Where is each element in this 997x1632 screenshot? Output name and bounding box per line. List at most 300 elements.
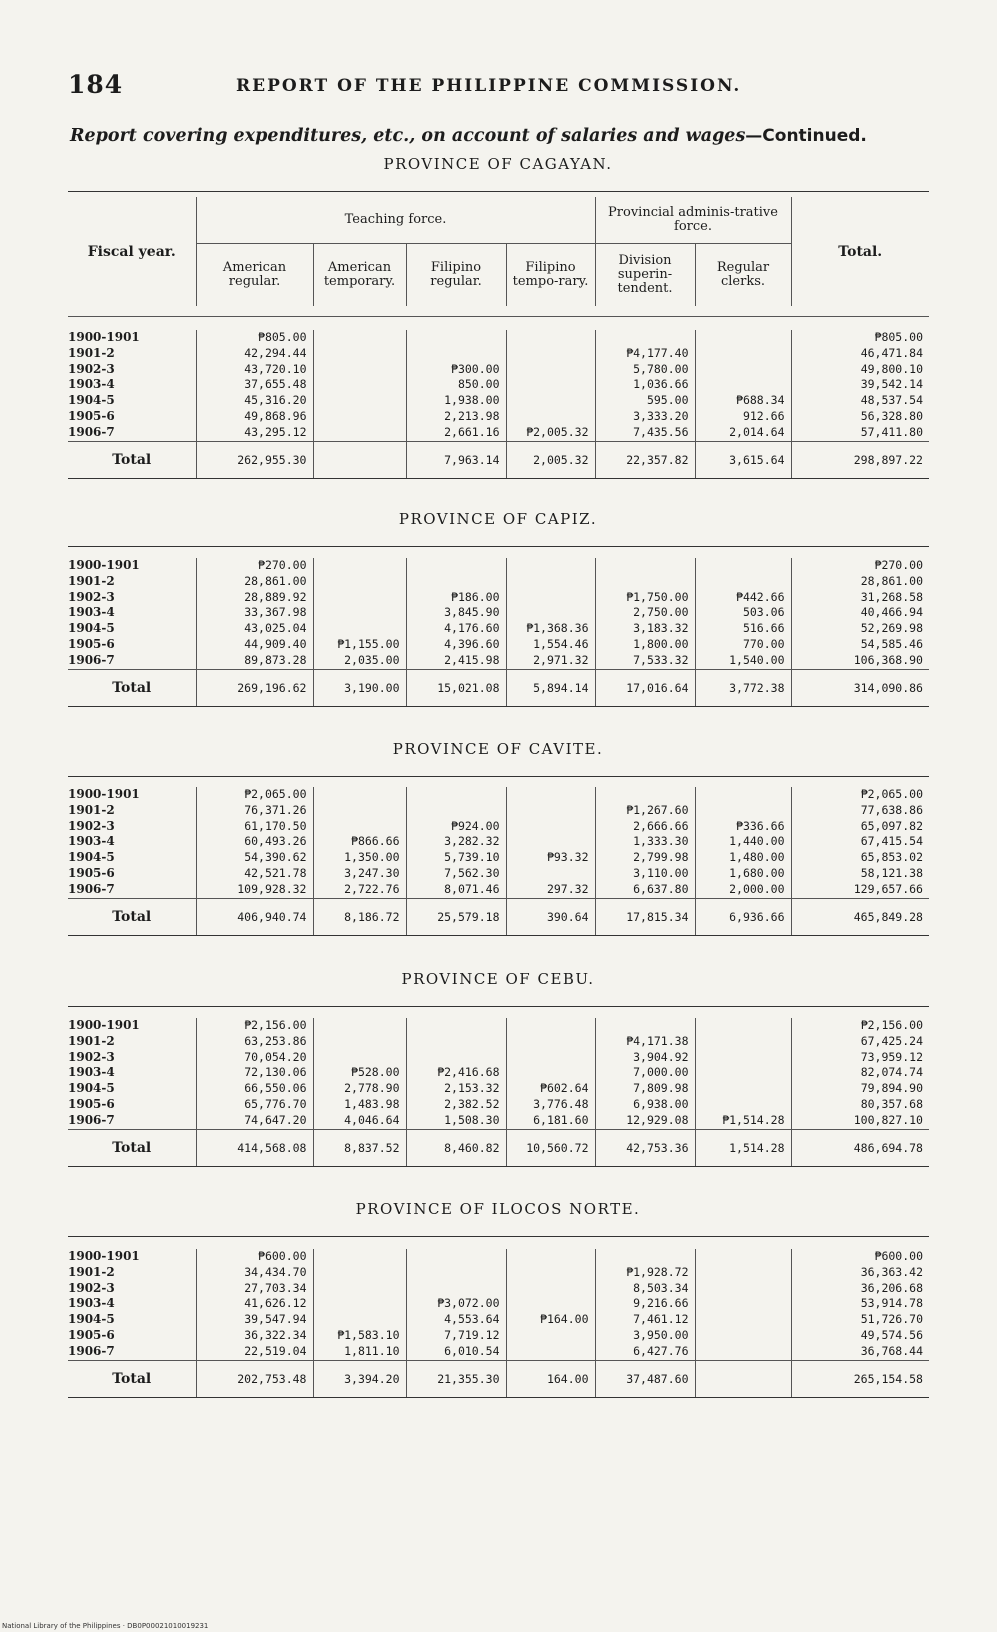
table-row <box>68 1034 929 1050</box>
value-cell <box>695 330 791 346</box>
total-row <box>68 669 929 706</box>
value-cell: 36,322.34 <box>196 1328 313 1344</box>
table-row <box>68 637 929 653</box>
value-cell: 8,503.34 <box>595 1281 695 1297</box>
value-cell <box>313 377 406 393</box>
value-cell: 1,680.00 <box>695 866 791 882</box>
fiscal-year-cell: 1903-4 <box>68 1065 115 1080</box>
value-cell <box>695 558 791 574</box>
fiscal-year-cell: 1905-6 <box>68 636 115 651</box>
table-row <box>68 1281 929 1297</box>
value-cell <box>595 558 695 574</box>
value-cell <box>695 574 791 590</box>
value-cell: 2,750.00 <box>595 605 695 621</box>
value-cell <box>406 1050 506 1066</box>
value-cell: 2,382.52 <box>406 1097 506 1113</box>
value-cell: ₱805.00 <box>791 330 929 346</box>
value-cell: 82,074.74 <box>791 1065 929 1081</box>
value-cell: ₱2,005.32 <box>506 425 595 441</box>
value-cell: 2,014.64 <box>695 425 791 441</box>
total-label: Total <box>68 898 196 935</box>
total-cell: 7,963.14 <box>406 441 506 478</box>
value-cell: 73,959.12 <box>791 1050 929 1066</box>
total-cell: 3,394.20 <box>313 1360 406 1397</box>
col-division-superintendent: Division superin-tendent. <box>595 244 695 307</box>
total-cell: 8,186.72 <box>313 898 406 935</box>
value-cell: ₱186.00 <box>406 590 506 606</box>
value-cell <box>506 377 595 393</box>
value-cell: 1,508.30 <box>406 1113 506 1129</box>
value-cell: 61,170.50 <box>196 819 313 835</box>
value-cell: 48,537.54 <box>791 393 929 409</box>
fiscal-year-cell: 1903-4 <box>68 605 115 620</box>
value-cell: ₱300.00 <box>406 362 506 378</box>
value-cell: 2,971.32 <box>506 653 595 669</box>
value-cell <box>313 1296 406 1312</box>
col-american-temporary: American temporary. <box>313 244 406 307</box>
table-row <box>68 605 929 621</box>
value-cell: ₱1,155.00 <box>313 637 406 653</box>
table-row <box>68 1113 929 1129</box>
value-cell <box>313 362 406 378</box>
total-cell: 5,894.14 <box>506 669 595 706</box>
value-cell: 3,904.92 <box>595 1050 695 1066</box>
value-cell <box>506 1265 595 1281</box>
value-cell <box>506 1296 595 1312</box>
value-cell: 56,328.80 <box>791 409 929 425</box>
value-cell: ₱1,583.10 <box>313 1328 406 1344</box>
value-cell <box>506 362 595 378</box>
value-cell <box>595 787 695 803</box>
value-cell: 7,533.32 <box>595 653 695 669</box>
value-cell: 3,282.32 <box>406 834 506 850</box>
total-cell: 269,196.62 <box>196 669 313 706</box>
value-cell: 77,638.86 <box>791 803 929 819</box>
value-cell: 41,626.12 <box>196 1296 313 1312</box>
value-cell <box>313 1281 406 1297</box>
value-cell <box>406 574 506 590</box>
value-cell: ₱1,750.00 <box>595 590 695 606</box>
total-label: Total <box>68 1129 196 1166</box>
value-cell: ₱1,267.60 <box>595 803 695 819</box>
value-cell: ₱600.00 <box>791 1249 929 1265</box>
value-cell: ₱600.00 <box>196 1249 313 1265</box>
value-cell <box>506 866 595 882</box>
value-cell <box>406 1249 506 1265</box>
table-row <box>68 787 929 803</box>
value-cell: ₱1,514.28 <box>695 1113 791 1129</box>
value-cell: ₱2,065.00 <box>791 787 929 803</box>
value-cell: ₱602.64 <box>506 1081 595 1097</box>
value-cell: 80,357.68 <box>791 1097 929 1113</box>
value-cell <box>313 787 406 803</box>
value-cell: 7,000.00 <box>595 1065 695 1081</box>
value-cell: ₱2,156.00 <box>791 1018 929 1034</box>
total-label: Total <box>68 669 196 706</box>
fiscal-year-cell: 1900-1901 <box>68 558 140 572</box>
value-cell: ₱2,065.00 <box>196 787 313 803</box>
table-row <box>68 1050 929 1066</box>
fiscal-year-cell: 1902-3 <box>68 818 115 833</box>
value-cell <box>695 1249 791 1265</box>
value-cell <box>595 1249 695 1265</box>
total-cell: 314,090.86 <box>791 669 929 706</box>
total-cell: 17,815.34 <box>595 898 695 935</box>
value-cell: 2,666.66 <box>595 819 695 835</box>
value-cell <box>406 1281 506 1297</box>
value-cell <box>695 1296 791 1312</box>
value-cell <box>406 346 506 362</box>
table-row <box>68 330 929 346</box>
fiscal-year-cell: 1904-5 <box>68 850 115 865</box>
value-cell <box>313 574 406 590</box>
value-cell: 89,873.28 <box>196 653 313 669</box>
total-cell: 25,579.18 <box>406 898 506 935</box>
value-cell: 31,268.58 <box>791 590 929 606</box>
table-row <box>68 1296 929 1312</box>
value-cell: 43,295.12 <box>196 425 313 441</box>
total-label: Total <box>68 441 196 478</box>
value-cell <box>695 1065 791 1081</box>
value-cell: 1,350.00 <box>313 850 406 866</box>
value-cell: 100,827.10 <box>791 1113 929 1129</box>
value-cell: ₱3,072.00 <box>406 1296 506 1312</box>
value-cell: 79,894.90 <box>791 1081 929 1097</box>
value-cell: 2,661.16 <box>406 425 506 441</box>
value-cell <box>506 330 595 346</box>
page-number: 184 <box>68 70 124 99</box>
fiscal-year-cell: 1906-7 <box>68 1343 115 1358</box>
total-row <box>68 441 929 478</box>
province-table <box>68 1018 929 1166</box>
total-cell: 298,897.22 <box>791 441 929 478</box>
province-table <box>68 330 929 478</box>
table-row <box>68 393 929 409</box>
value-cell: 3,333.20 <box>595 409 695 425</box>
value-cell: 297.32 <box>506 882 595 898</box>
total-cell: 15,021.08 <box>406 669 506 706</box>
value-cell: 67,425.24 <box>791 1034 929 1050</box>
value-cell: 42,294.44 <box>196 346 313 362</box>
value-cell: 3,950.00 <box>595 1328 695 1344</box>
table-row <box>68 621 929 637</box>
total-cell: 22,357.82 <box>595 441 695 478</box>
value-cell: 770.00 <box>695 637 791 653</box>
value-cell: 7,461.12 <box>595 1312 695 1328</box>
province-table <box>68 1249 929 1397</box>
value-cell: 12,929.08 <box>595 1113 695 1129</box>
value-cell <box>695 377 791 393</box>
fiscal-year-cell: 1901-2 <box>68 1033 115 1048</box>
value-cell: 1,483.98 <box>313 1097 406 1113</box>
value-cell: 7,562.30 <box>406 866 506 882</box>
value-cell <box>695 1097 791 1113</box>
value-cell: 1,540.00 <box>695 653 791 669</box>
table-row <box>68 1265 929 1281</box>
value-cell <box>406 558 506 574</box>
value-cell <box>695 1265 791 1281</box>
value-cell <box>695 1050 791 1066</box>
value-cell <box>406 330 506 346</box>
value-cell: 36,768.44 <box>791 1344 929 1360</box>
value-cell <box>506 346 595 362</box>
fiscal-year-cell: 1904-5 <box>68 621 115 636</box>
fiscal-year-cell: 1900-1901 <box>68 1249 140 1263</box>
value-cell: 63,253.86 <box>196 1034 313 1050</box>
value-cell: 43,025.04 <box>196 621 313 637</box>
value-cell: 4,176.60 <box>406 621 506 637</box>
value-cell: 2,778.90 <box>313 1081 406 1097</box>
table-row <box>68 346 929 362</box>
value-cell: 3,247.30 <box>313 866 406 882</box>
value-cell <box>695 1081 791 1097</box>
value-cell: 2,799.98 <box>595 850 695 866</box>
value-cell: 2,153.32 <box>406 1081 506 1097</box>
value-cell: ₱924.00 <box>406 819 506 835</box>
value-cell <box>313 425 406 441</box>
value-cell <box>406 803 506 819</box>
value-cell: 76,371.26 <box>196 803 313 819</box>
total-cell <box>695 1360 791 1397</box>
table-top-rule <box>68 191 929 192</box>
table-row <box>68 882 929 898</box>
value-cell: 39,547.94 <box>196 1312 313 1328</box>
value-cell: 65,776.70 <box>196 1097 313 1113</box>
fiscal-year-cell: 1906-7 <box>68 881 115 896</box>
col-american-regular: American regular. <box>196 244 313 307</box>
value-cell <box>406 1034 506 1050</box>
value-cell: ₱270.00 <box>791 558 929 574</box>
value-cell <box>506 819 595 835</box>
value-cell: 1,938.00 <box>406 393 506 409</box>
fiscal-year-cell: 1900-1901 <box>68 1018 140 1032</box>
total-cell: 265,154.58 <box>791 1360 929 1397</box>
header-bottom-rule <box>68 316 929 317</box>
value-cell: ₱866.66 <box>313 834 406 850</box>
total-row <box>68 898 929 935</box>
total-cell: 37,487.60 <box>595 1360 695 1397</box>
table-row <box>68 1344 929 1360</box>
total-cell: 42,753.36 <box>595 1129 695 1166</box>
fiscal-year-cell: 1901-2 <box>68 1264 115 1279</box>
value-cell: 1,800.00 <box>595 637 695 653</box>
caption-continued: —Continued. <box>745 126 867 146</box>
value-cell: 9,216.66 <box>595 1296 695 1312</box>
value-cell: 6,010.54 <box>406 1344 506 1360</box>
value-cell: 33,367.98 <box>196 605 313 621</box>
value-cell: 72,130.06 <box>196 1065 313 1081</box>
fiscal-year-cell: 1903-4 <box>68 834 115 849</box>
table-top-rule <box>68 546 929 547</box>
total-cell: 262,955.30 <box>196 441 313 478</box>
value-cell: 67,415.54 <box>791 834 929 850</box>
value-cell <box>695 1312 791 1328</box>
province-title: PROVINCE OF CAGAYAN. <box>383 155 613 173</box>
value-cell <box>506 1065 595 1081</box>
table-bottom-rule <box>68 478 929 479</box>
value-cell <box>313 819 406 835</box>
value-cell: 53,914.78 <box>791 1296 929 1312</box>
value-cell: 36,363.42 <box>791 1265 929 1281</box>
total-cell: 8,837.52 <box>313 1129 406 1166</box>
value-cell: ₱1,928.72 <box>595 1265 695 1281</box>
value-cell: 42,521.78 <box>196 866 313 882</box>
value-cell: 58,121.38 <box>791 866 929 882</box>
fiscal-year-cell: 1901-2 <box>68 573 115 588</box>
value-cell: 5,780.00 <box>595 362 695 378</box>
value-cell <box>595 330 695 346</box>
col-provincial-admin: Provincial adminis-trative force. <box>595 197 791 244</box>
value-cell: 51,726.70 <box>791 1312 929 1328</box>
table-row <box>68 866 929 882</box>
value-cell: 36,206.68 <box>791 1281 929 1297</box>
fiscal-year-cell: 1903-4 <box>68 1296 115 1311</box>
value-cell: 7,809.98 <box>595 1081 695 1097</box>
value-cell: ₱1,368.36 <box>506 621 595 637</box>
value-cell: 49,800.10 <box>791 362 929 378</box>
value-cell: 503.06 <box>695 605 791 621</box>
value-cell: ₱2,156.00 <box>196 1018 313 1034</box>
running-title: REPORT OF THE PHILIPPINE COMMISSION. <box>236 76 742 96</box>
value-cell <box>695 1281 791 1297</box>
total-cell: 164.00 <box>506 1360 595 1397</box>
value-cell: 2,213.98 <box>406 409 506 425</box>
table-row <box>68 558 929 574</box>
value-cell <box>506 834 595 850</box>
value-cell <box>695 362 791 378</box>
table-row <box>68 1081 929 1097</box>
value-cell <box>506 1328 595 1344</box>
value-cell <box>313 621 406 637</box>
table-row <box>68 1097 929 1113</box>
value-cell <box>595 574 695 590</box>
value-cell: ₱336.66 <box>695 819 791 835</box>
value-cell <box>313 393 406 409</box>
value-cell: ₱270.00 <box>196 558 313 574</box>
fiscal-year-cell: 1902-3 <box>68 361 115 376</box>
value-cell: ₱2,416.68 <box>406 1065 506 1081</box>
value-cell <box>313 803 406 819</box>
value-cell: 1,554.46 <box>506 637 595 653</box>
value-cell <box>313 409 406 425</box>
fiscal-year-cell: 1905-6 <box>68 865 115 880</box>
value-cell: 3,776.48 <box>506 1097 595 1113</box>
value-cell: 28,861.00 <box>196 574 313 590</box>
value-cell: 912.66 <box>695 409 791 425</box>
value-cell: 22,519.04 <box>196 1344 313 1360</box>
total-cell: 3,772.38 <box>695 669 791 706</box>
value-cell: ₱688.34 <box>695 393 791 409</box>
value-cell <box>406 787 506 803</box>
value-cell: 1,333.30 <box>595 834 695 850</box>
value-cell: 4,553.64 <box>406 1312 506 1328</box>
total-row <box>68 1129 929 1166</box>
total-cell: 2,005.32 <box>506 441 595 478</box>
value-cell: 8,071.46 <box>406 882 506 898</box>
value-cell <box>695 787 791 803</box>
fiscal-year-cell: 1904-5 <box>68 1312 115 1327</box>
total-cell: 390.64 <box>506 898 595 935</box>
value-cell: 39,542.14 <box>791 377 929 393</box>
table-row <box>68 362 929 378</box>
fiscal-year-cell: 1904-5 <box>68 1081 115 1096</box>
value-cell: 45,316.20 <box>196 393 313 409</box>
col-fiscal-year: Fiscal year. <box>87 243 176 260</box>
value-cell: ₱528.00 <box>313 1065 406 1081</box>
table-row <box>68 574 929 590</box>
value-cell: 3,183.32 <box>595 621 695 637</box>
total-cell: 486,694.78 <box>791 1129 929 1166</box>
table-top-rule <box>68 1236 929 1237</box>
total-cell: 8,460.82 <box>406 1129 506 1166</box>
value-cell: 43,720.10 <box>196 362 313 378</box>
value-cell <box>695 1034 791 1050</box>
table-row <box>68 425 929 441</box>
fiscal-year-cell: 1902-3 <box>68 589 115 604</box>
fiscal-year-cell: 1905-6 <box>68 1327 115 1342</box>
value-cell: 40,466.94 <box>791 605 929 621</box>
value-cell: 6,181.60 <box>506 1113 595 1129</box>
table-top-rule <box>68 776 929 777</box>
province-table <box>68 787 929 935</box>
value-cell <box>506 393 595 409</box>
value-cell: 2,035.00 <box>313 653 406 669</box>
value-cell <box>506 409 595 425</box>
value-cell: 2,722.76 <box>313 882 406 898</box>
value-cell <box>695 803 791 819</box>
column-header <box>68 197 929 306</box>
total-cell: 406,940.74 <box>196 898 313 935</box>
value-cell: 129,657.66 <box>791 882 929 898</box>
value-cell: 34,434.70 <box>196 1265 313 1281</box>
value-cell: ₱4,177.40 <box>595 346 695 362</box>
value-cell: 6,938.00 <box>595 1097 695 1113</box>
value-cell: 44,909.40 <box>196 637 313 653</box>
value-cell <box>313 1249 406 1265</box>
value-cell: 37,655.48 <box>196 377 313 393</box>
value-cell <box>406 1265 506 1281</box>
value-cell <box>695 346 791 362</box>
value-cell: ₱4,171.38 <box>595 1034 695 1050</box>
caption-italic: Report covering expenditures, etc., on account of salaries and wages <box>70 126 746 146</box>
value-cell: ₱442.66 <box>695 590 791 606</box>
table-caption <box>70 126 940 146</box>
value-cell <box>406 1018 506 1034</box>
table-bottom-rule <box>68 706 929 707</box>
value-cell <box>506 1281 595 1297</box>
total-label: Total <box>68 1360 196 1397</box>
value-cell: 7,435.56 <box>595 425 695 441</box>
value-cell <box>506 590 595 606</box>
table-row <box>68 1018 929 1034</box>
col-regular-clerks: Regular clerks. <box>695 244 791 307</box>
fiscal-year-cell: 1906-7 <box>68 424 115 439</box>
total-cell: 3,190.00 <box>313 669 406 706</box>
value-cell: 57,411.80 <box>791 425 929 441</box>
value-cell: 54,390.62 <box>196 850 313 866</box>
col-filipino-regular: Filipino regular. <box>406 244 506 307</box>
total-cell: 1,514.28 <box>695 1129 791 1166</box>
value-cell <box>313 1034 406 1050</box>
fiscal-year-cell: 1906-7 <box>68 1112 115 1127</box>
value-cell: 27,703.34 <box>196 1281 313 1297</box>
total-cell: 10,560.72 <box>506 1129 595 1166</box>
province-table <box>68 558 929 706</box>
fiscal-year-cell: 1902-3 <box>68 1280 115 1295</box>
value-cell: 54,585.46 <box>791 637 929 653</box>
value-cell: 65,853.02 <box>791 850 929 866</box>
value-cell <box>506 1344 595 1360</box>
